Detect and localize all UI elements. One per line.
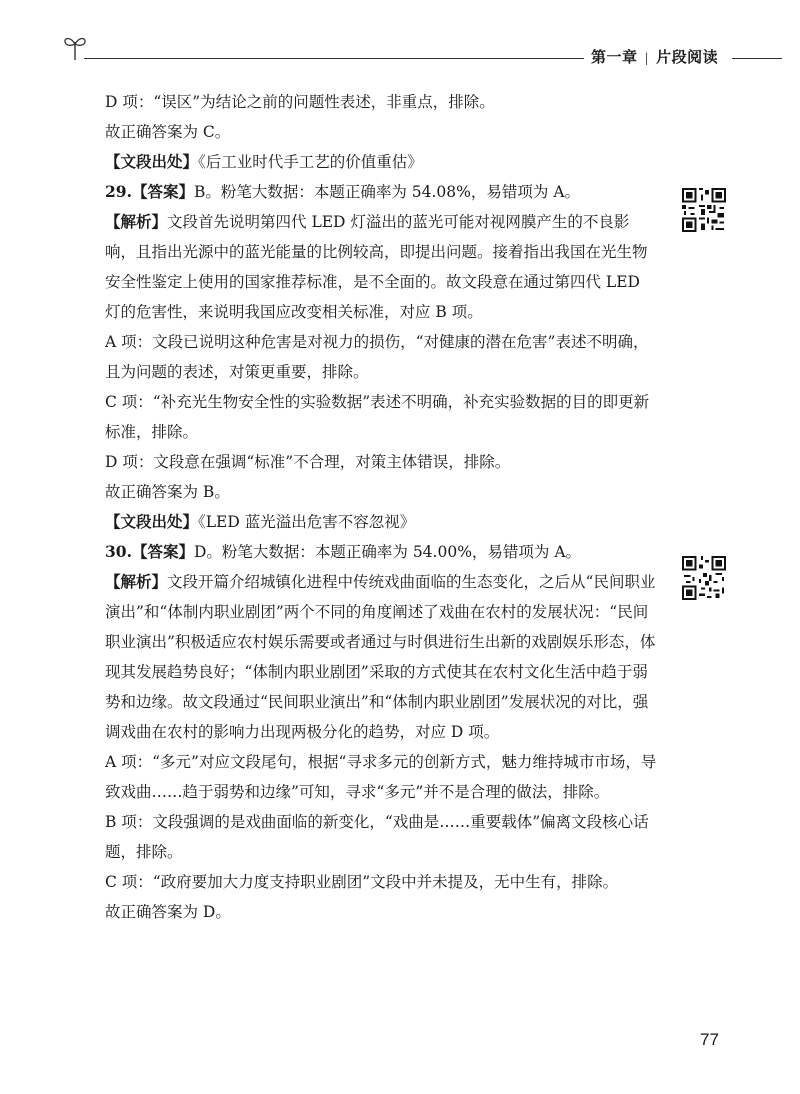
answer-line-30: 30.【答案】D。粉笔大数据：本题正确率为 54.00%，易错项为 A。 [105, 542, 582, 561]
page-number: 77 [700, 1030, 719, 1049]
chapter-heading [591, 46, 718, 67]
answer-line-29: 29.【答案】B。粉笔大数据：本题正确率为 54.08%，易错项为 A。 [105, 182, 581, 201]
option-a-30: A 项：“多元”对应文段尾句，根据“寻求多元的创新方式，魅力维持城市市场，导致戏曲……趋于弱势和边缘”可知，寻求“多元”并不是合理的做法，排除。 [105, 753, 657, 801]
answer-explanations [105, 87, 660, 927]
conclusion-29: 故正确答案为 B。 [105, 483, 230, 501]
header-rule-left [84, 58, 584, 59]
qr-code-icon[interactable] [682, 188, 726, 232]
paragraph: D 项：“误区”为结论之前的问题性表述，非重点，排除。 [105, 93, 495, 111]
analysis-29: 【解析】文段首先说明第四代 LED 灯溢出的蓝光可能对视网膜产生的不良影响，且指出光源中的蓝光能量的比例较高，即提出问题。接着指出我国在光生物安全性鉴定上使用的国家推荐标准，是不全面的。故文段意在通过第四代 LED 灯的危害性，来说明我国应改变相关标准，对应 B 项。 [105, 212, 648, 321]
option-a-29: A 项：文段已说明这种危害是对视力的损伤，“对健康的潜在危害”表述不明确，且为问题的表述，对策更重要，排除。 [105, 333, 649, 381]
qr-code-icon[interactable] [682, 556, 726, 600]
chapter-label: 第一章 [591, 48, 638, 66]
conclusion-30: 故正确答案为 D。 [105, 903, 231, 921]
header-rule-right [732, 58, 782, 59]
source-line: 【文段出处】《后工业时代手工艺的价值重估》 [105, 152, 423, 171]
option-b-30: B 项：文段强调的是戏曲面临的新变化，“戏曲是……重要载体”偏离文段核心话题，排除。 [105, 813, 649, 861]
option-c-30: C 项：“政府要加大力度支持职业剧团”文段中并未提及，无中生有，排除。 [105, 873, 619, 891]
page-header [0, 0, 800, 80]
source-line: 【文段出处】《LED 蓝光溢出危害不容忽视》 [105, 512, 416, 531]
option-c-29: C 项：“补充光生物安全性的实验数据”表述不明确，补充实验数据的目的即更新标准，排除。 [105, 393, 650, 441]
option-d-29: D 项：文段意在强调“标准”不合理，对策主体错误，排除。 [105, 453, 511, 471]
analysis-30: 【解析】文段开篇介绍城镇化进程中传统戏曲面临的生态变化，之后从“民间职业演出”和“体制内职业剧团”两个不同的角度阐述了戏曲在农村的发展状况：“民间职业演出”积极适应农村娱乐需要或者通过与时俱进衍生出新的戏剧娱乐形态，体现其发展趋势良好；“体制内职业剧团”采取的方式使其在农村文化生活中趋于弱势和边缘。故文段通过“民间职业演出”和“体制内职业剧团”发展状况的对比，强调戏曲在农村的影响力出现两极分化的趋势，对应 D 项。 [105, 572, 656, 741]
header-separator: | [644, 51, 650, 65]
paragraph: 故正确答案为 C。 [105, 123, 231, 141]
section-label: 片段阅读 [656, 48, 719, 66]
